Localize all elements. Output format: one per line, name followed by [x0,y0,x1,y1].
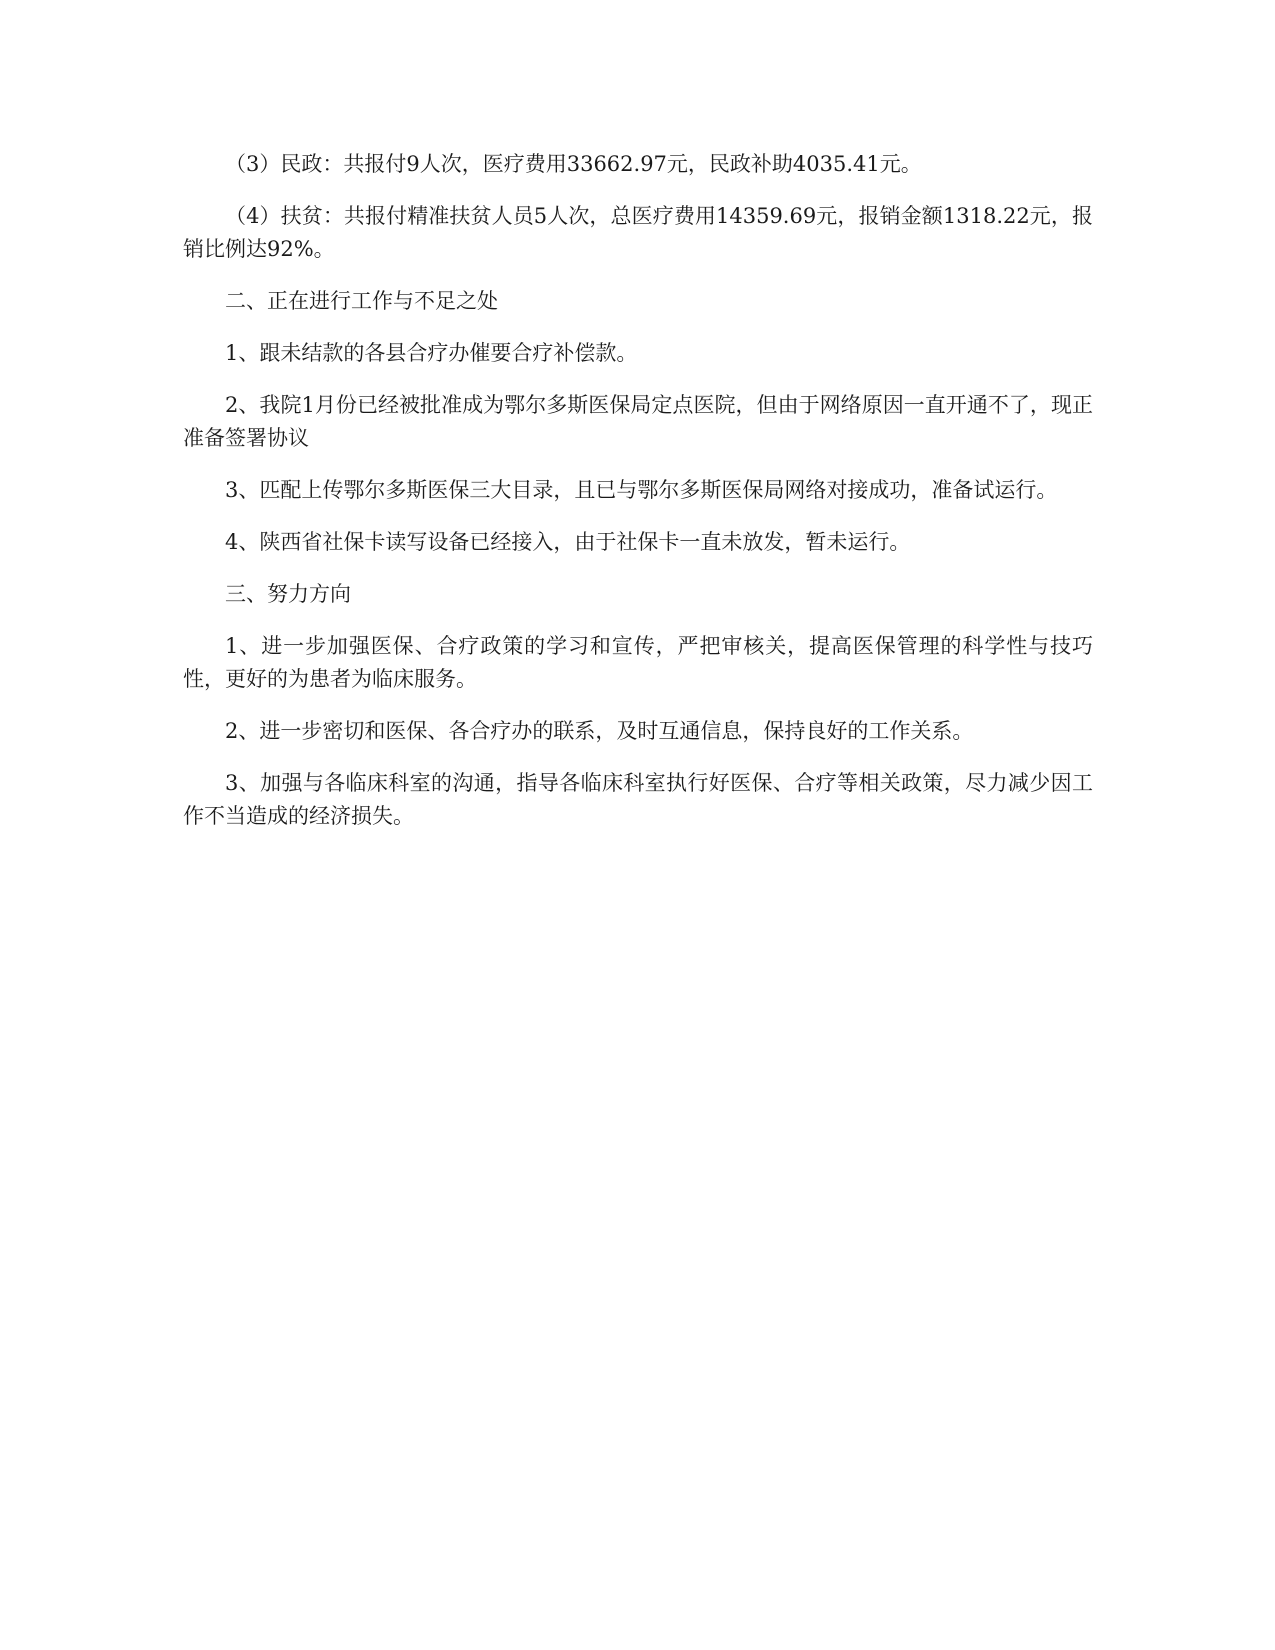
section-heading-direction: 三、努力方向 [225,582,351,606]
paragraph-ongoing-item-3: 3、匹配上传鄂尔多斯医保三大目录，且已与鄂尔多斯医保局网络对接成功，准备试运行。 [225,478,1058,502]
paragraph-direction-item-1: 1、进一步加强医保、合疗政策的学习和宣传，严把审核关，提高医保管理的科学性与技巧性，更好的为患者为临床服务。 [183,634,1093,691]
paragraph-ongoing-item-2: 2、我院1月份已经被批准成为鄂尔多斯医保局定点医院，但由于网络原因一直开通不了，现正准备签署协议 [183,393,1093,450]
paragraph-poverty-relief: （4）扶贫：共报付精准扶贫人员5人次，总医疗费用14359.69元，报销金额1318.22元，报销比例达92%。 [183,204,1093,261]
section-heading-ongoing-work: 二、正在进行工作与不足之处 [225,289,498,313]
paragraph-civil-affairs: （3）民政：共报付9人次，医疗费用33662.97元，民政补助4035.41元。 [225,152,922,176]
paragraph-ongoing-item-1: 1、跟未结款的各县合疗办催要合疗补偿款。 [225,341,638,365]
paragraph-direction-item-2: 2、进一步密切和医保、各合疗办的联系，及时互通信息，保持良好的工作关系。 [225,719,974,743]
paragraph-ongoing-item-4: 4、陕西省社保卡读写设备已经接入，由于社保卡一直未放发，暂未运行。 [225,530,911,554]
document-body [183,148,1093,852]
paragraph-direction-item-3: 3、加强与各临床科室的沟通，指导各临床科室执行好医保、合疗等相关政策，尽力减少因工作不当造成的经济损失。 [183,771,1093,828]
